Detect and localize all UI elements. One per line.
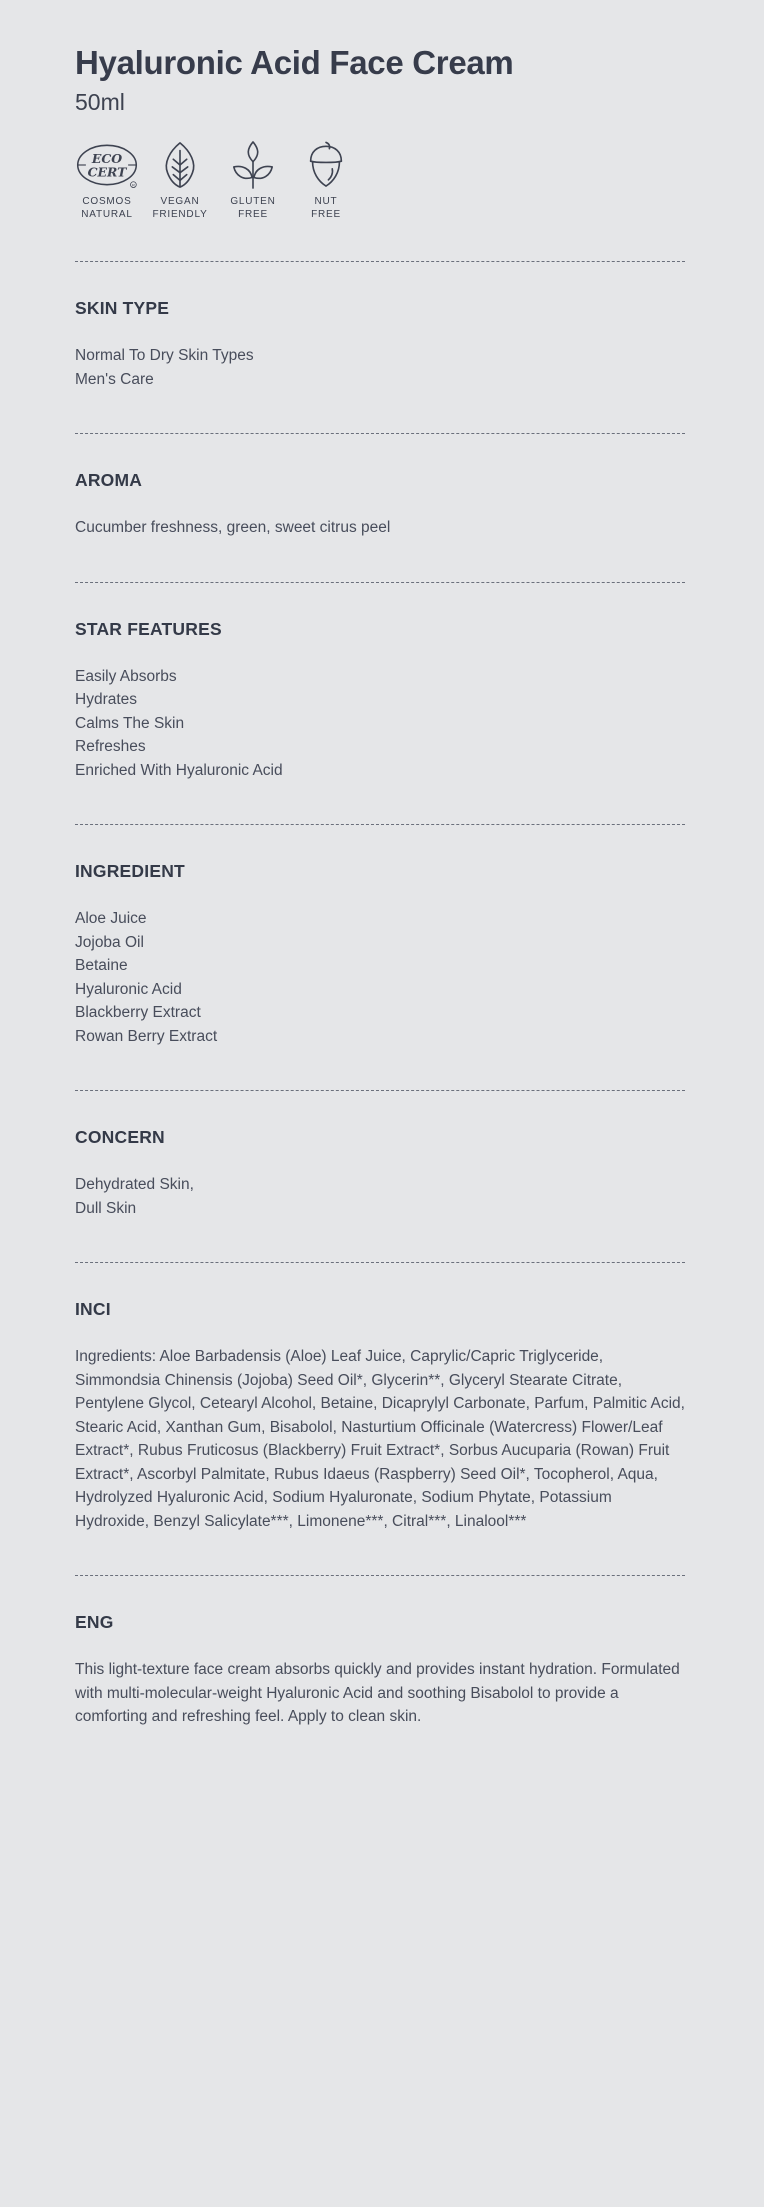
section-heading: INCI bbox=[75, 1299, 111, 1320]
section-body: Cucumber freshness, green, sweet citrus peel bbox=[75, 519, 391, 537]
nut-free-acorn-icon bbox=[303, 141, 349, 189]
section-concern bbox=[75, 1091, 685, 1262]
section-heading: AROMA bbox=[75, 470, 143, 491]
section-heading: STAR FEATURES bbox=[75, 618, 222, 639]
section-inci bbox=[75, 1263, 685, 1575]
section-ingredient bbox=[75, 825, 685, 1090]
vegan-leaf-icon bbox=[160, 141, 200, 189]
product-title: Hyaluronic Acid Face Cream bbox=[75, 44, 514, 81]
eng-description-text: This light-texture face cream absorbs quickly and provides instant hydration. Formulated with multi-molecular-weight Hyaluronic Acid and soothing Bisabolol to provide a comforting and refreshing feel. Apply to clean skin. bbox=[75, 1661, 680, 1726]
section-aroma bbox=[75, 434, 685, 582]
section-heading: ENG bbox=[75, 1612, 114, 1633]
badge-label: GLUTEN FREE bbox=[230, 195, 276, 221]
badge-cosmos-natural bbox=[75, 141, 139, 221]
section-body: Aloe Juice Jojoba Oil Betaine Hyaluronic Acid Blackberry Extract Rowan Berry Extract bbox=[75, 910, 218, 1045]
section-heading: INGREDIENT bbox=[75, 861, 185, 882]
gluten-free-sprout-icon bbox=[230, 141, 276, 189]
badge-vegan-friendly bbox=[148, 141, 212, 221]
svg-text:R: R bbox=[131, 182, 135, 188]
certification-badges bbox=[75, 141, 685, 221]
section-heading: CONCERN bbox=[75, 1127, 165, 1148]
section-body: Easily Absorbs Hydrates Calms The Skin Refreshes Enriched With Hyaluronic Acid bbox=[75, 667, 283, 779]
ecocert-logo-icon bbox=[75, 141, 139, 189]
badge-label: VEGAN FRIENDLY bbox=[152, 195, 208, 221]
section-heading: SKIN TYPE bbox=[75, 298, 170, 319]
product-volume: 50ml bbox=[75, 88, 125, 115]
section-body: Normal To Dry Skin Types Men's Care bbox=[75, 347, 254, 388]
section-eng-description bbox=[75, 1576, 685, 1771]
badge-nut-free bbox=[294, 141, 358, 221]
section-star-features bbox=[75, 583, 685, 825]
badge-label: NUT FREE bbox=[311, 195, 341, 221]
badge-label: COSMOS NATURAL bbox=[81, 195, 133, 221]
section-body: Dehydrated Skin, Dull Skin bbox=[75, 1176, 194, 1217]
badge-gluten-free bbox=[221, 141, 285, 221]
section-skin-type bbox=[75, 262, 685, 433]
inci-ingredients-text: Ingredients: Aloe Barbadensis (Aloe) Leaf Juice, Caprylic/Capric Triglyceride, Simmondsia Chinensis (Jojoba) Seed Oil*, Glycerin**, Glyceryl Stearate Citrate, Pentylene Glycol, Cetearyl Alcohol, Betaine, Dicaprylyl Carbonate, Parfum, Palmitic Acid, Stearic Acid, Xanthan Gum, Bisabolol, Nasturtium Officinale (Watercress) Flower/Leaf Extract*, Rubus Fruticosus (Blackberry) Fruit Extract*, Sorbus Aucuparia (Rowan) Fruit Extract*, Ascorbyl Palmitate, Rubus Idaeus (Raspberry) Seed Oil*, Tocopherol, Aqua, Hydrolyzed Hyaluronic Acid, Sodium Hyaluronate, Sodium Phytate, Potassium Hydroxide, Benzyl Salicylate***, Limonene***, Citral***, Linalool*** bbox=[75, 1348, 685, 1530]
svg-text:CERT: CERT bbox=[87, 164, 127, 180]
svg-text:ECO: ECO bbox=[91, 151, 123, 167]
